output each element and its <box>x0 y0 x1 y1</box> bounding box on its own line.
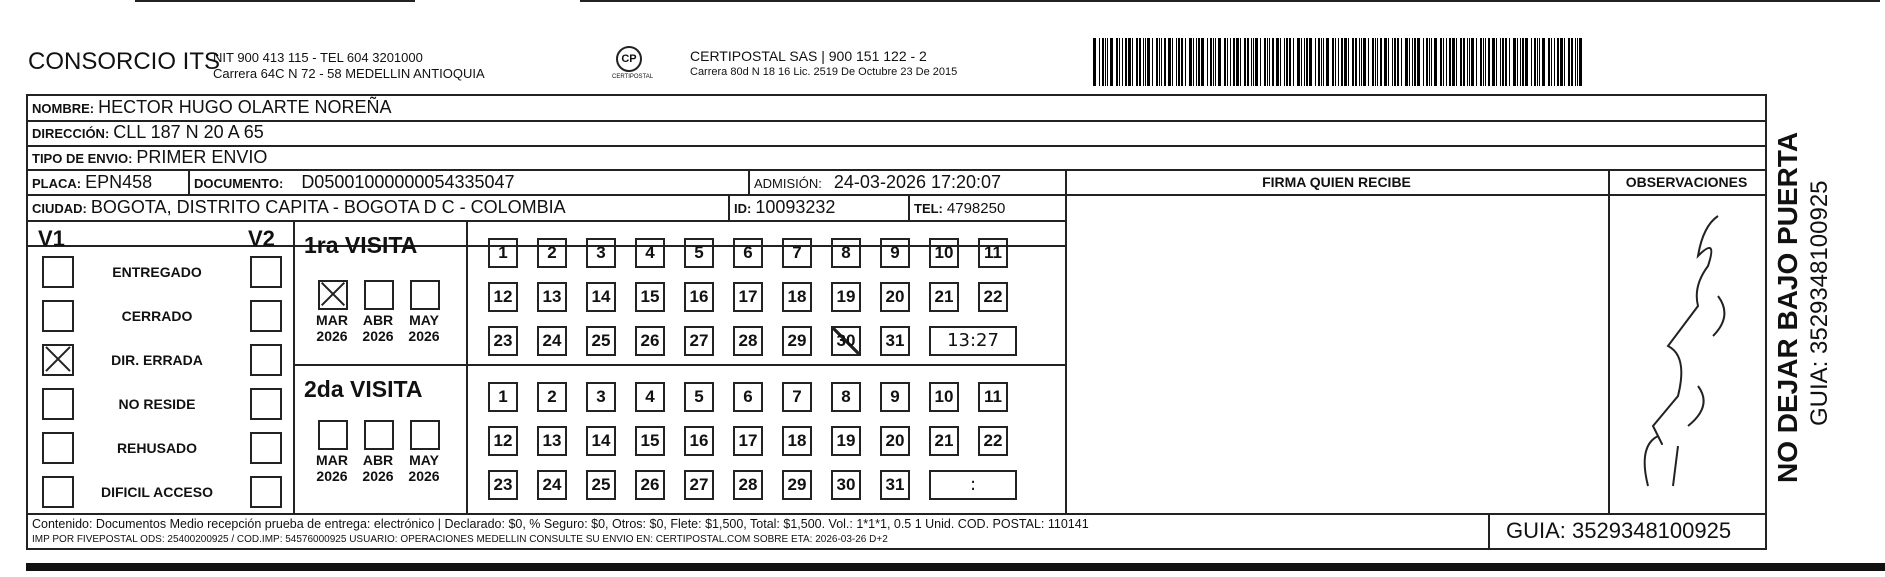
day-box[interactable]: 27 <box>684 326 714 356</box>
month-checkbox[interactable] <box>364 420 394 450</box>
v1-header: V1 <box>38 226 65 251</box>
day-box[interactable]: 11 <box>978 238 1008 268</box>
side-guia: GUIA: 3529348100925 <box>1806 180 1833 426</box>
carrier-name: CERTIPOSTAL SAS | 900 151 122 - 2 <box>690 48 927 64</box>
day-box[interactable]: 6 <box>733 382 763 412</box>
status-label: ENTREGADO <box>112 264 202 280</box>
v1-checkbox[interactable] <box>42 300 74 332</box>
footer-line2: IMP POR FIVEPOSTAL ODS: 25400200925 / COD.IMP: 54576000925 USUARIO: OPERACIONES MEDELLIN CONSULTE SU ENVIO EN: CERTIPOSTAL.COM SOBRE ETA: 2026-03-26 D+2 <box>32 534 888 545</box>
day-box[interactable]: 29 <box>782 326 812 356</box>
status-label: CERRADO <box>121 308 193 324</box>
month-checkbox[interactable] <box>364 280 394 310</box>
day-box[interactable]: 28 <box>733 470 763 500</box>
v1-checkbox[interactable] <box>42 344 74 376</box>
day-box[interactable]: 15 <box>635 426 665 456</box>
day-box[interactable]: 19 <box>831 282 861 312</box>
firma-header: FIRMA QUIEN RECIBE <box>1262 174 1411 190</box>
guia-box: GUIA: 3529348100925 <box>1506 518 1732 543</box>
day-box[interactable]: 14 <box>586 426 616 456</box>
ciudad-value: BOGOTA, DISTRITO CAPITA - BOGOTA D C - COLOMBIA <box>90 197 566 217</box>
day-box[interactable]: 29 <box>782 470 812 500</box>
day-box[interactable]: 24 <box>537 326 567 356</box>
day-box[interactable]: 6 <box>733 238 763 268</box>
placa-row: PLACA: EPN458 <box>32 172 153 192</box>
v2-header: V2 <box>248 226 275 251</box>
nombre-value: HECTOR HUGO OLARTE NOREÑA <box>98 97 392 117</box>
company-info <box>213 50 485 82</box>
v2-checkbox[interactable] <box>250 344 282 376</box>
day-box[interactable]: 31 <box>880 326 910 356</box>
certipostal-logo-icon: CP CERTIPOSTAL <box>612 46 646 80</box>
day-box[interactable]: 4 <box>635 382 665 412</box>
v1-checkbox[interactable] <box>42 476 74 508</box>
direccion-row: DIRECCIÓN: CLL 187 N 20 A 65 <box>32 122 264 142</box>
carrier-license: Carrera 80d N 18 16 Lic. 2519 De Octubre 23 De 2015 <box>690 66 958 78</box>
day-box[interactable]: 23 <box>488 326 518 356</box>
v2-checkbox[interactable] <box>250 476 282 508</box>
day-box[interactable]: 17 <box>733 426 763 456</box>
day-box[interactable]: 14 <box>586 282 616 312</box>
month-label: MAR 2026 <box>316 452 348 484</box>
day-box[interactable]: 2 <box>537 382 567 412</box>
day-box[interactable]: 30 <box>831 326 861 356</box>
day-box[interactable]: 2 <box>537 238 567 268</box>
day-box[interactable]: 15 <box>635 282 665 312</box>
signature-icon <box>1618 196 1758 506</box>
day-box[interactable]: 26 <box>635 326 665 356</box>
day-box[interactable]: 4 <box>635 238 665 268</box>
v1-checkbox[interactable] <box>42 432 74 464</box>
direccion-value: CLL 187 N 20 A 65 <box>113 122 264 142</box>
day-box[interactable]: 7 <box>782 382 812 412</box>
v2-checkbox[interactable] <box>250 432 282 464</box>
tel-row: TEL: 4798250 <box>914 200 1006 217</box>
day-box[interactable]: 21 <box>929 426 959 456</box>
v1-checkbox[interactable] <box>42 388 74 420</box>
first-visit-title: 1ra VISITA <box>304 232 418 258</box>
status-label: NO RESIDE <box>118 396 196 412</box>
day-box[interactable]: 19 <box>831 426 861 456</box>
status-label: DIR. ERRADA <box>111 352 203 368</box>
month-checkbox[interactable] <box>318 420 348 450</box>
bottom-rule <box>26 563 1885 571</box>
day-box[interactable]: 1 <box>488 238 518 268</box>
day-box[interactable]: 21 <box>929 282 959 312</box>
day-box[interactable]: 31 <box>880 470 910 500</box>
day-box[interactable]: 27 <box>684 470 714 500</box>
day-box[interactable]: 18 <box>782 282 812 312</box>
day-box[interactable]: 10 <box>929 238 959 268</box>
company-address: Carrera 64C N 72 - 58 MEDELLIN ANTIOQUIA <box>213 66 485 81</box>
documento-row: DOCUMENTO: D05001000000054335047 <box>194 172 515 192</box>
day-box[interactable]: 3 <box>586 382 616 412</box>
time-box[interactable]: 13:27 <box>929 326 1017 356</box>
month-checkbox[interactable] <box>410 280 440 310</box>
top-rule <box>135 0 415 2</box>
day-box[interactable]: 9 <box>880 382 910 412</box>
day-box[interactable]: 25 <box>586 470 616 500</box>
day-box[interactable]: 3 <box>586 238 616 268</box>
day-box[interactable]: 16 <box>684 282 714 312</box>
day-box[interactable]: 5 <box>684 382 714 412</box>
day-box[interactable]: 12 <box>488 282 518 312</box>
v2-checkbox[interactable] <box>250 256 282 288</box>
tipo-value: PRIMER ENVIO <box>136 147 268 167</box>
documento-value: D05001000000054335047 <box>301 172 515 192</box>
day-box[interactable]: 5 <box>684 238 714 268</box>
day-box[interactable]: 8 <box>831 382 861 412</box>
top-rule <box>580 0 1880 2</box>
nombre-row: NOMBRE: HECTOR HUGO OLARTE NOREÑA <box>32 97 392 117</box>
day-box[interactable]: 7 <box>782 238 812 268</box>
day-box[interactable]: 23 <box>488 470 518 500</box>
company-nit: NIT 900 413 115 - TEL 604 3201000 <box>213 50 423 65</box>
id-row: ID: 10093232 <box>734 197 836 217</box>
day-box[interactable]: 1 <box>488 382 518 412</box>
day-box[interactable]: 25 <box>586 326 616 356</box>
month-checkbox[interactable] <box>318 280 348 310</box>
day-box[interactable]: 26 <box>635 470 665 500</box>
day-box[interactable]: 13 <box>537 282 567 312</box>
day-box[interactable]: 20 <box>880 426 910 456</box>
second-visit-title: 2da VISITA <box>304 376 423 402</box>
v2-checkbox[interactable] <box>250 388 282 420</box>
time-box[interactable]: : <box>929 470 1017 500</box>
day-box[interactable]: 22 <box>978 426 1008 456</box>
side-notice: NO DEJAR BAJO PUERTA <box>1772 131 1803 483</box>
tipo-row: TIPO DE ENVIO: PRIMER ENVIO <box>32 147 268 167</box>
day-box[interactable]: 20 <box>880 282 910 312</box>
status-label: REHUSADO <box>116 440 198 456</box>
day-box[interactable]: 9 <box>880 238 910 268</box>
status-label: DIFICIL ACCESO <box>100 484 213 500</box>
day-box[interactable]: 8 <box>831 238 861 268</box>
day-box[interactable]: 18 <box>782 426 812 456</box>
month-label: ABR 2026 <box>362 452 394 484</box>
id-value: 10093232 <box>755 197 836 217</box>
company-name: CONSORCIO ITS <box>28 48 221 75</box>
month-label: MAY 2026 <box>408 312 440 344</box>
month-label: MAR 2026 <box>316 312 348 344</box>
day-box[interactable]: 16 <box>684 426 714 456</box>
admision-row: ADMISIÓN: 24-03-2026 17:20:07 <box>754 172 1002 192</box>
v1-checkbox[interactable] <box>42 256 74 288</box>
footer-line1: Contenido: Documentos Medio recepción prueba de entrega: electrónico | Declarado: $0, % Seguro: $0, Otros: $0, Flete: $1,500, Total: $1,500. Vol.: 1*1*1, 0.5 1 Unid. COD. POSTAL: 110141 <box>32 517 1089 531</box>
day-box[interactable]: 17 <box>733 282 763 312</box>
day-box[interactable]: 28 <box>733 326 763 356</box>
v2-checkbox[interactable] <box>250 300 282 332</box>
observaciones-header: OBSERVACIONES <box>1625 174 1748 190</box>
month-label: ABR 2026 <box>362 312 394 344</box>
tel-value: 4798250 <box>946 200 1006 217</box>
day-box[interactable]: 30 <box>831 470 861 500</box>
admision-value: 24-03-2026 17:20:07 <box>833 172 1002 192</box>
day-box[interactable]: 12 <box>488 426 518 456</box>
day-box[interactable]: 24 <box>537 470 567 500</box>
ciudad-row: CIUDAD: BOGOTA, DISTRITO CAPITA - BOGOTA D C - COLOMBIA <box>32 197 566 217</box>
guia-number: 3529348100925 <box>1572 518 1732 543</box>
day-box[interactable]: 11 <box>978 382 1008 412</box>
month-label: MAY 2026 <box>408 452 440 484</box>
delivery-form <box>26 94 1767 550</box>
day-box[interactable]: 22 <box>978 282 1008 312</box>
month-checkbox[interactable] <box>410 420 440 450</box>
barcode <box>1093 38 1591 86</box>
day-box[interactable]: 13 <box>537 426 567 456</box>
carrier-info <box>690 48 957 80</box>
day-box[interactable]: 10 <box>929 382 959 412</box>
placa-value: EPN458 <box>85 172 153 192</box>
